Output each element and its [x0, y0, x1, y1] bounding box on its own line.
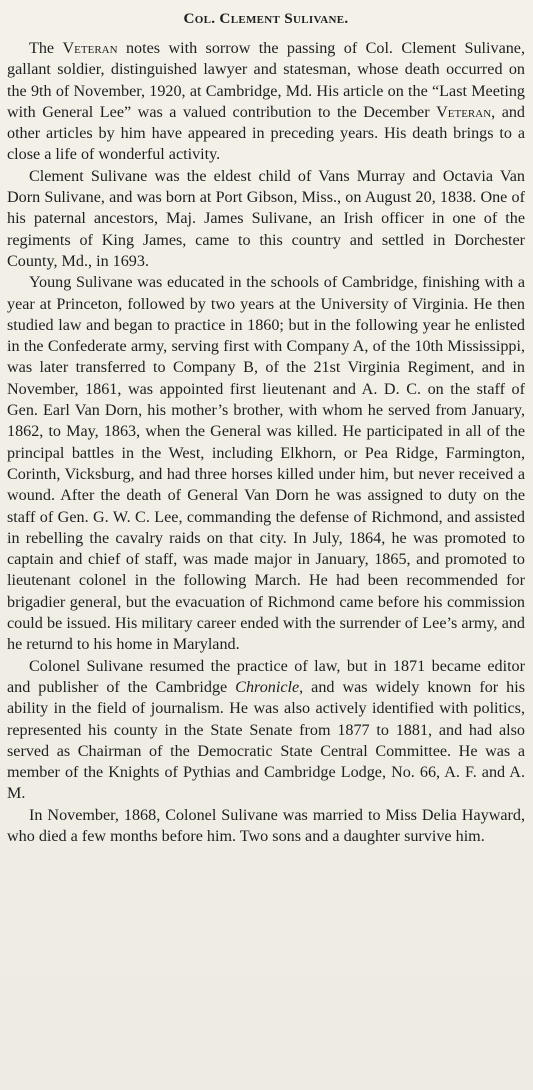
paragraph-intro-pre: The: [29, 40, 63, 57]
paragraph-law-pre: Colonel Sulivane resumed the practice of law, but in 1871 became editor and publisher of the Cambridge: [7, 657, 525, 696]
veteran-name-1: Veteran: [62, 40, 118, 57]
paragraph-family: In November, 1868, Colonel Sulivane was married to Miss Delia Hayward, who died a few months before him. Two sons and a daughter survive him.: [7, 806, 525, 845]
chronicle-title: Chronicle: [235, 678, 300, 696]
paragraph-birth: Clement Sulivane was the eldest child of Vans Murray and Octavia Van Dorn Sulivane, and was born at Port Gibson, Miss., on August 20, 1838. One of his paternal ancestors, Maj. James Sulivane, an Irish officer in one of the regiments of King James, came to this country and settled in Dorchester County, Md., in 1693.: [7, 167, 525, 270]
paragraph-military-career: Young Sulivane was educated in the schools of Cambridge, finishing with a year at Princeton, followed by two years at the University of Virginia. He then studied law and began to practice in 1860; but in the following year he enlisted in the Confederate army, serving first with Company A, of the 10th Mississippi, was later transferred to Company B, of the 21st Virginia Regiment, and in November, 1861, was appointed first lieutenant and A. D. C. on the staff of Gen. Earl Van Dorn, his mother’s brother, with whom he served from January, 1862, to May, 1863, when the General was killed. He participated in all of the principal battles in the West, including Elkhorn, or Pea Ridge, Farmington, Corinth, Vicksburg, and had three horses killed under him, but never received a wound. After the death of General Van Dorn he was assigned to duty on the staff of Gen. G. W. C. Lee, commanding the defense of Richmond, and assisted in rebelling the cavalry raids on that city. In July, 1864, he was promoted to captain and chief of staff, was made major in January, 1865, and promoted to lieutenant colonel in the following March. He had been recommended for brigadier general, but the evacuation of Richmond came before his commission could be issued. His military career ended with the surrender of Lee’s army, and he returnd to his home in Maryland.: [7, 274, 525, 654]
paragraph-intro: [7, 38, 525, 166]
article-title: Col. Clement Sulivane.: [183, 10, 349, 27]
paragraph-law-and-politics: [7, 656, 525, 805]
paragraph-intro-end: , and other articles by him have appeared in preceding years. His death brings to a close a life of wonderful activity.: [7, 103, 525, 164]
paragraph-law-post: , and was widely known for his ability in the field of journalism. He was also actively identified with politics, represented his county in the State Senate from 1877 to 1881, and had also served as Chairman of the Democratic State Central Committee. He was a member of the Knights of Pythias and Cambridge Lodge, No. 66, A. F. and A. M.: [7, 678, 525, 803]
paragraph-intro-body: notes with sorrow the passing of Col. Clement Sulivane, gallant soldier, distinguished lawyer and statesman, whose death occurred on the 9th of November, 1920, at Cambridge, Md. His article on the “Last Meeting with General Lee” was a valued contribution to the December: [7, 40, 525, 121]
veteran-name-2: Veteran: [436, 103, 492, 121]
